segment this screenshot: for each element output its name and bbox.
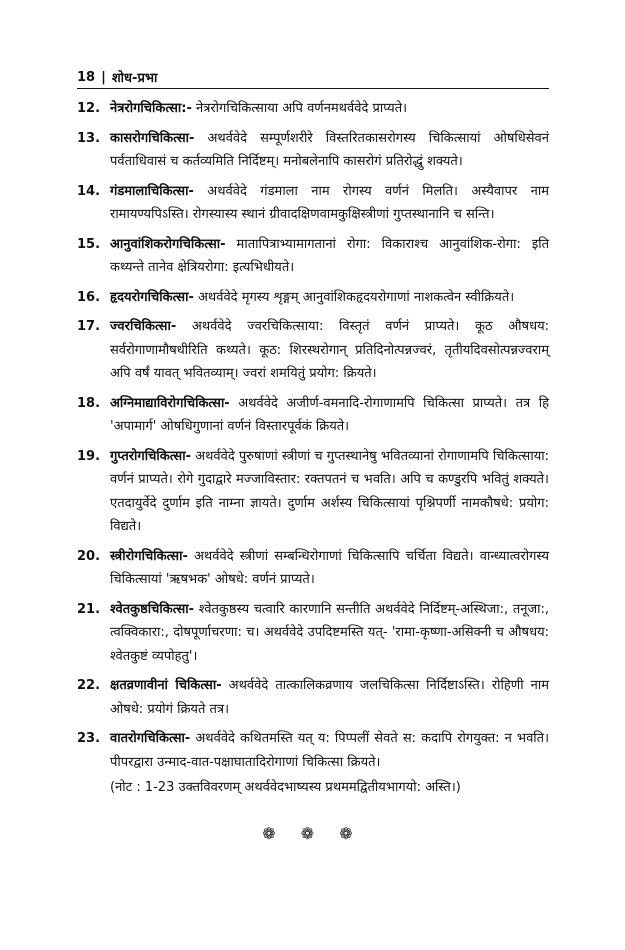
item-text [110, 286, 549, 310]
item-text [110, 598, 549, 669]
item-term: गुप्तरोगचिकित्सा- [110, 448, 191, 464]
header-separator: | [101, 69, 106, 85]
item-term: ज्वरचिकित्सा- [110, 319, 177, 334]
item-term: नेत्ररोगचिकित्सा:- [110, 101, 192, 116]
list-item [77, 727, 549, 774]
header-rule [77, 88, 549, 89]
item-term: अग्निमाद्याविरोगचिकित्सा- [110, 395, 230, 411]
item-body: अथर्ववेदे ज्वरचिकित्साया: विस्तृतं वर्णनं प्राप्यते। कूठ औषधय: सर्वरोगाणामौषधीरिति कथ्यते। कूठ: शिरस्थरोगान् प्रतिदिनोत्पन्नज्वरं, तृतीयदिवसोत्पन्नज्वराम् अपि वर्षं यावत् भवितव्याम्। ज्वरां शमयितुं प्रयोग: क्रियते। [110, 319, 549, 381]
section-end-ornament: ❁ ❁ ❁ [262, 824, 363, 843]
item-body: मातापित्राभ्यामागतानां रोगा: विकाराश्च आनुवांशिक-रोगा: इति कथ्यन्ते तानेव क्षेत्रियरोगा: इत्यभिधीयते। [110, 236, 549, 275]
item-number: 12. [77, 101, 101, 116]
item-number: 15. [77, 236, 101, 252]
item-number: 16. [77, 289, 101, 305]
item-text [110, 180, 549, 227]
list-item [77, 97, 549, 121]
item-body: अथर्ववेदे तात्कालिकव्रणाय जलचिकित्सा निर्दिष्टाऽस्ति। रोहिणी नाम ओषधे: प्रयोगं क्रियते तत्र। [110, 678, 549, 717]
item-number: 20. [77, 548, 101, 564]
source-note: (नोट : 1-23 उक्तविवरणम् अथर्ववेदभाष्यस्य प्रथममद्वितीयभागयो: अस्ति।) [110, 780, 461, 795]
item-number: 13. [77, 130, 101, 146]
item-text [110, 392, 549, 439]
journal-title: शोध-प्रभा [111, 71, 158, 86]
item-term: क्षतव्रणावीनां चिकित्सा- [110, 678, 222, 693]
item-number: 19. [77, 448, 101, 464]
item-body: अथर्ववेदे कथितमस्ति यत् य: पिप्पलीं सेवते स: कदापि रोगयुक्त: न भवति। पीपरद्वारा उन्माद-वात-पक्षाघातादिरोगाणां चिकित्सा क्रियते। [110, 731, 549, 770]
item-number: 17. [77, 319, 101, 334]
item-body: अथर्ववेदे गंडमाला नाम रोगस्य वर्णनं मिलति। अस्यैवापर नाम रामायण्यपिऽस्ति। रोगस्यास्य स्थानं ग्रीवादक्षिणवामकुक्षिस्त्रीणां गुप्तस्थानानि च सन्ति। [110, 183, 549, 222]
item-body: श्वेतकुष्ठस्य चत्वारि कारणानि सन्तीति अथर्ववेदे निर्दिष्टम्-अस्थिजा:, तनूजा:, त्वक्विकारा:, दोषपूर्णाचरणा: च। अथर्ववेदे उपदिष्टमस्ति यत्- 'रामा-कृष्णा-असिक्नी च औषधय: श्वेतकुष्टं व्यपोहतु'। [110, 601, 549, 664]
item-text [110, 233, 549, 280]
list-item [77, 286, 549, 310]
list-item [77, 392, 549, 439]
item-number: 21. [77, 601, 101, 617]
item-term: गंडमालाचिकित्सा- [110, 183, 194, 199]
list-item [77, 674, 549, 721]
item-body: अथर्ववेदे सम्पूर्णशरीरे विस्तरितकासरोगस्य चिकित्सायां ओषधिसेवनं पर्वताधिवासं च कर्तव्यमिति निर्दिष्टम्। मनोबलेनापि कासरोगं प्रतिरोद्धुं शक्यते। [110, 130, 549, 169]
therapy-list [77, 97, 549, 800]
item-text [110, 315, 549, 386]
item-term: वातरोगचिकित्सा- [110, 731, 191, 746]
item-body: अथर्ववेदे मृगस्य शृङ्गम् आनुवांशिकहृदयरोगाणां नाशकत्वेन स्वीक्रियते। [193, 289, 515, 305]
item-term: श्वेतकुष्ठचिकित्सा- [110, 601, 195, 617]
list-item [77, 315, 549, 386]
list-item [77, 180, 549, 227]
item-term: आनुवांशिकरोगचिकित्सा- [110, 236, 226, 252]
list-item [77, 445, 549, 539]
item-body: अथर्ववेदे पुरुषाणां स्त्रीणां च गुप्तस्थानेषु भवितव्यानां रोगाणामपि चिकित्साया: वर्णनं प्राप्यते। रोगे गुदाद्वारे मज्जाविस्तार: रक्तपतनं च भवति। अपि च कण्डुरपि भवितुं शक्यते। एतदायुर्वेदे दुर्णाम इति नाम्ना ज्ञायते। दुर्णाम अर्शस्य चिकित्सायां पृश्निपर्णी नामकौषधे: प्रयोग: विद्यते। [110, 448, 549, 534]
item-number: 18. [77, 395, 101, 411]
item-body: नेत्ररोगचिकित्साया अपि वर्णनमथर्ववेदे प्राप्यते। [191, 101, 408, 116]
item-text [110, 97, 549, 121]
item-body: अथर्ववेदे स्त्रीणां सम्बन्धिरोगाणां चिकित्सापि चर्चिता विद्यते। वान्ध्यात्वरोगस्य चिकित्सायां 'ऋषभक' ओषधे: वर्णनं प्राप्यते। [110, 548, 549, 587]
item-text [110, 445, 549, 539]
list-item [77, 233, 549, 280]
list-item [77, 127, 549, 174]
item-text [110, 127, 549, 174]
item-body: अथर्ववेदे अजीर्ण-वमनादि-रोगाणामपि चिकित्सा प्राप्यते। तत्र हि 'अपामार्ग' ओषधिगुणानां वर्णनं विस्तारपूर्वकं क्रियते। [110, 395, 549, 434]
item-text [110, 674, 549, 721]
item-number: 23. [77, 731, 101, 746]
item-text [110, 545, 549, 592]
item-number: 14. [77, 183, 101, 199]
item-term: स्त्रीरोगचिकित्सा- [110, 548, 188, 564]
list-item [77, 598, 549, 669]
item-number: 22. [77, 678, 101, 693]
item-term: कासरोगचिकित्सा- [110, 130, 195, 146]
item-text [110, 727, 549, 774]
list-item [77, 545, 549, 592]
running-header [77, 66, 549, 88]
page-number: 18 [77, 69, 96, 85]
item-term: हृदयरोगचिकित्सा- [110, 289, 194, 305]
